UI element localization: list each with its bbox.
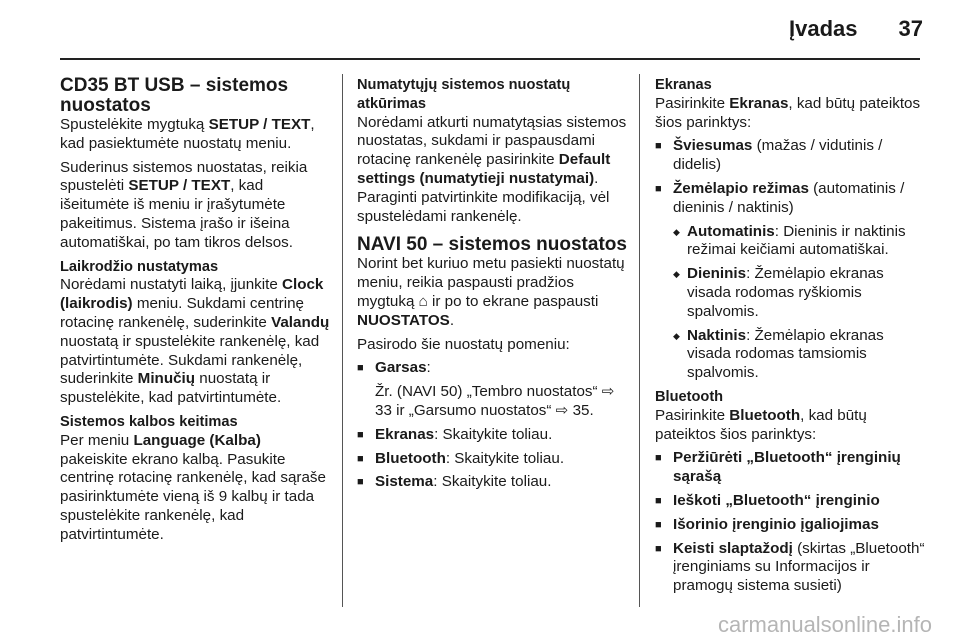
paragraph: Žr. (NAVI 50) „Tembro nuostatos“ ⇨ 33 ir „Garsumo nuostatos“ ⇨ 35. [375, 383, 615, 419]
paragraph: Norėdami nustatyti laiką, įjunkite Clock (laikrodis) meniu. Sukdami centrinę rotacinę rankenėlę, suderinkite Valandų nuostatą ir spustelėkite rankenėlę, kad patvirtintumėte. Sukdami rankenėlę, suderinkite Minučių nuostatą ir spustelėkite, kad patvirtintumėte. [60, 276, 330, 407]
column-2 [357, 76, 629, 497]
column-divider-2 [639, 74, 640, 607]
list-item: ■ Išorinio įrenginio įgaliojimas [655, 516, 930, 535]
subheading-language: Sistemos kalbos keitimas [60, 413, 238, 430]
sub-list-item: ◆ Naktinis: Žemėlapio ekranas visada rodomas tamsiomis spalvomis. [655, 327, 930, 383]
paragraph: Spustelėkite mygtuką SETUP / TEXT, kad pasiektumėte nuostatų meniu. [60, 116, 315, 152]
paragraph: Norėdami atkurti numatytąsias sistemos nuostatas, sukdami ir paspausdami rotacinę rankenėlę pasirinkite Default settings (numatytieji nustatymai). Paraginti patvirtinkite modifikaciją, vėl spustelėdami rankenėlę. [357, 113, 627, 225]
list-item: ■ Garsas: [357, 359, 629, 378]
section-heading-cd35: CD35 BT USB – sistemos nuostatos [60, 75, 289, 116]
paragraph: Pasirodo šie nuostatų pomeniu: [357, 335, 570, 353]
column-1 [60, 76, 332, 550]
paragraph: Per meniu Language (Kalba) pakeiskite ekrano kalbą. Pasukite centrinę rotacinę rankenėlę, kad sąraše pasirinktumėte vieną iš 9 kalbų ir tada spustelėkite rankenėlę, kad patvirtintumėte. [60, 431, 326, 543]
header-rule [60, 58, 920, 60]
list-item: ■ Sistema: Skaitykite toliau. [357, 473, 629, 492]
column-3 [655, 76, 930, 601]
list-item: ■ Šviesumas (mažas / vidutinis / didelis) [655, 137, 930, 175]
subheading-reset: Numatytųjų sistemos nuostatų atkūrimas [357, 77, 571, 112]
sub-list-item: ◆ Dieninis: Žemėlapio ekranas visada rodomas ryškiomis spalvomis. [655, 265, 930, 321]
list-item: ■ Žemėlapio režimas (automatinis / dieninis / naktinis) [655, 180, 930, 218]
subheading-clock: Laikrodžio nustatymas [60, 258, 219, 275]
column-divider-1 [342, 74, 343, 607]
list-item: ■ Ieškoti „Bluetooth“ įrenginio [655, 492, 930, 511]
page-number: 37 [898, 16, 923, 41]
list-item: ■ Bluetooth: Skaitykite toliau. [357, 450, 629, 469]
subheading-bluetooth: Bluetooth [655, 388, 724, 405]
paragraph: Suderinus sistemos nuostatas, reikia spustelėti SETUP / TEXT, kad išeitumėte iš meniu ir įrašytumėte pakeitimus. Sistema įrašo ir išeina automatiškai, po tam tikros delsos. [60, 158, 308, 251]
list-item: ■ Keisti slaptažodį (skirtas „Bluetooth“ įrenginiams su Informacijos ir pramogų sistema susieti) [655, 540, 930, 596]
list-item: ■ Peržiūrėti „Bluetooth“ įrenginių sąrašą [655, 449, 930, 487]
section-heading-navi50: NAVI 50 – sistemos nuostatos [357, 234, 627, 256]
paragraph: Norint bet kuriuo metu pasiekti nuostatų meniu, reikia paspausti pradžios mygtuką ⌂ ir po to ekrane paspausti NUOSTATOS. [357, 255, 625, 329]
paragraph: Pasirinkite Ekranas, kad būtų pateiktos šios parinktys: [655, 94, 921, 131]
page-header-title: Įvadas [789, 16, 858, 41]
sub-list-item: ◆ Automatinis: Dieninis ir naktinis režimai keičiami automatiškai. [655, 223, 930, 261]
paragraph: Pasirinkite Bluetooth, kad būtų pateiktos šios parinktys: [655, 406, 867, 443]
watermark: carmanualsonline.info [717, 612, 932, 637]
subheading-screen: Ekranas [655, 77, 712, 93]
list-item: ■ Ekranas: Skaitykite toliau. [357, 426, 629, 445]
